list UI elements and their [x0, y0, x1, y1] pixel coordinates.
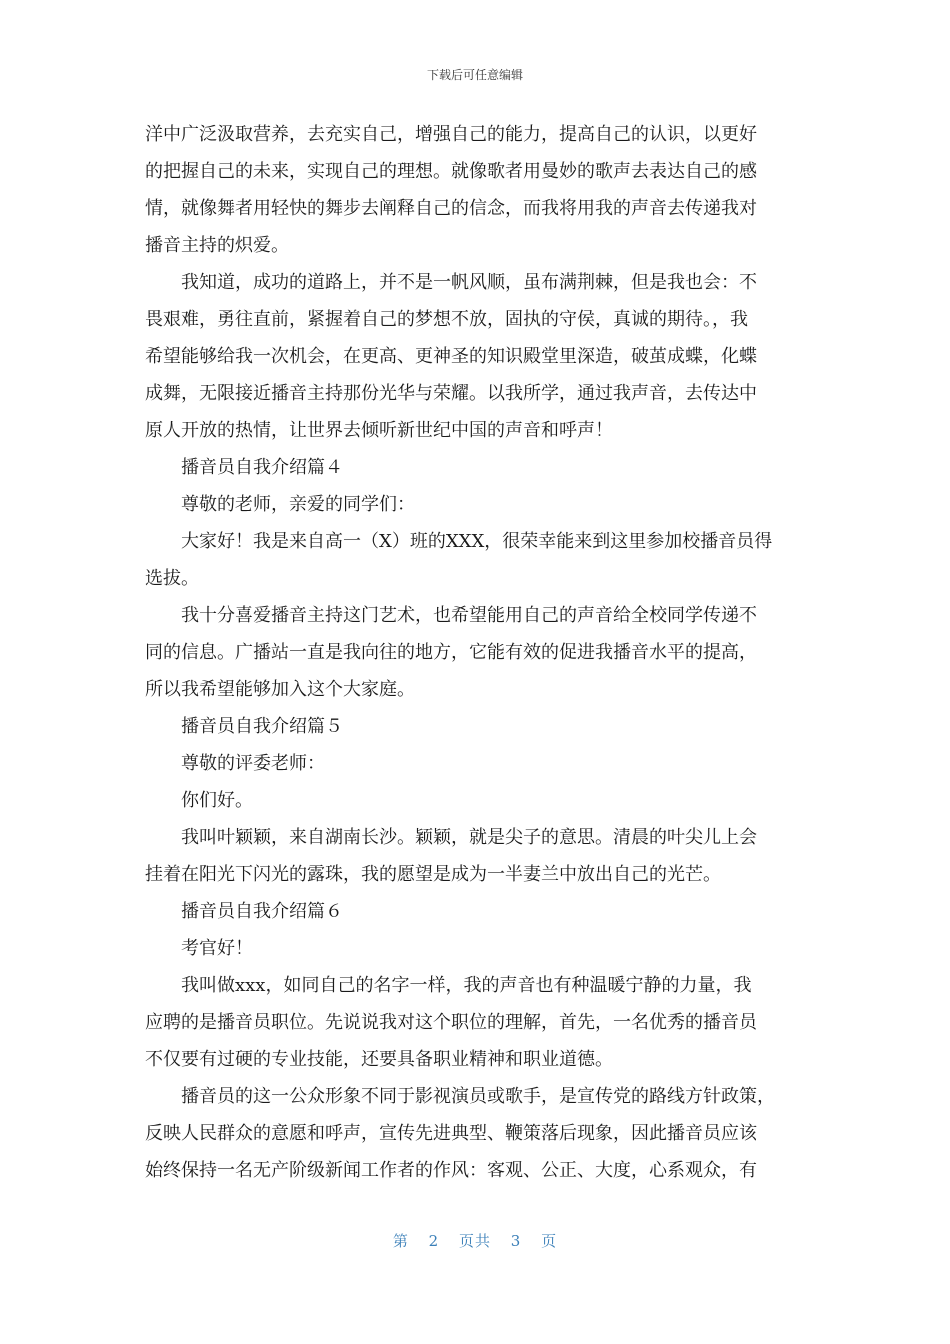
- text-line: 所以我希望能够加入这个大家庭。: [145, 679, 415, 700]
- text-line: 挂着在阳光下闪光的露珠，我的愿望是成为一半妻兰中放出自己的光芒。: [145, 864, 721, 885]
- text-line: 我十分喜爱播音主持这门艺术，也希望能用自己的声音给全校同学传递不: [181, 605, 757, 626]
- text-line: 应聘的是播音员职位。先说说我对这个职位的理解，首先，一名优秀的播音员: [145, 1012, 757, 1033]
- text-line: 不仅要有过硬的专业技能，还要具备职业精神和职业道德。: [145, 1049, 613, 1070]
- text-line: 反映人民群众的意愿和呼声，宣传先进典型、鞭策落后现象，因此播音员应该: [145, 1123, 757, 1144]
- text-line: 的把握自己的未来，实现自己的理想。就像歌者用曼妙的歌声去表达自己的感: [145, 161, 757, 182]
- footer-total-pages: 3: [510, 1232, 522, 1250]
- text-line: 同的信息。广播站一直是我向往的地方，它能有效的促进我播音水平的提高，: [145, 642, 757, 663]
- text-line: 播音员的这一公众形象不同于影视演员或歌手，是宣传党的路线方针政策，: [181, 1086, 775, 1107]
- text-line: 畏艰难，勇往直前，紧握着自己的梦想不放，固执的守侯，真诚的期待。，我: [145, 309, 748, 330]
- text-line: 始终保持一名无产阶级新闻工作者的作风：客观、公正、大度，心系观众，有: [145, 1160, 757, 1181]
- text-line: 考官好！: [181, 938, 253, 959]
- footer-prefix: 第: [392, 1232, 409, 1250]
- text-line: 我知道，成功的道路上，并不是一帆风顺，虽布满荆棘，但是我也会：不: [181, 272, 757, 293]
- text-line: 选拔。: [145, 568, 199, 589]
- text-line: 我叫叶颖颖，来自湖南长沙。颖颖，就是尖子的意思。清晨的叶尖儿上会: [181, 827, 757, 848]
- text-line: 希望能够给我一次机会，在更高、更神圣的知识殿堂里深造，破茧成蝶，化蝶: [145, 346, 757, 367]
- footer-suffix: 页: [541, 1232, 558, 1250]
- text-line: 大家好！我是来自高一（X）班的XXX，很荣幸能来到这里参加校播音员得: [181, 531, 773, 552]
- page-header: 下载后可任意编辑: [426, 68, 523, 82]
- text-line: 尊敬的评委老师：: [181, 753, 325, 774]
- footer-current-page: 2: [428, 1232, 440, 1250]
- text-line: 洋中广泛汲取营养，去充实自己，增强自己的能力，提高自己的认识，以更好: [145, 124, 757, 145]
- page-footer: [0, 1230, 950, 1251]
- text-line: 你们好。: [181, 790, 253, 811]
- text-line: 尊敬的老师，亲爱的同学们：: [181, 494, 415, 515]
- text-line: 成舞，无限接近播音主持那份光华与荣耀。以我所学，通过我声音，去传达中: [145, 383, 757, 404]
- document-body: [145, 116, 805, 1189]
- text-line: 播音员自我介绍篇５: [181, 716, 343, 737]
- text-line: 我叫做xxx，如同自己的名字一样，我的声音也有种温暖宁静的力量，我: [181, 975, 752, 996]
- text-line: 原人开放的热情，让世界去倾听新世纪中国的声音和呼声！: [145, 420, 613, 441]
- text-line: 情，就像舞者用轻快的舞步去阐释自己的信念，而我将用我的声音去传递我对: [145, 198, 757, 219]
- text-line: 播音主持的炽爱。: [145, 235, 289, 256]
- footer-middle: 页共: [458, 1232, 491, 1250]
- text-line: 播音员自我介绍篇６: [181, 901, 343, 922]
- text-line: 播音员自我介绍篇４: [181, 457, 343, 478]
